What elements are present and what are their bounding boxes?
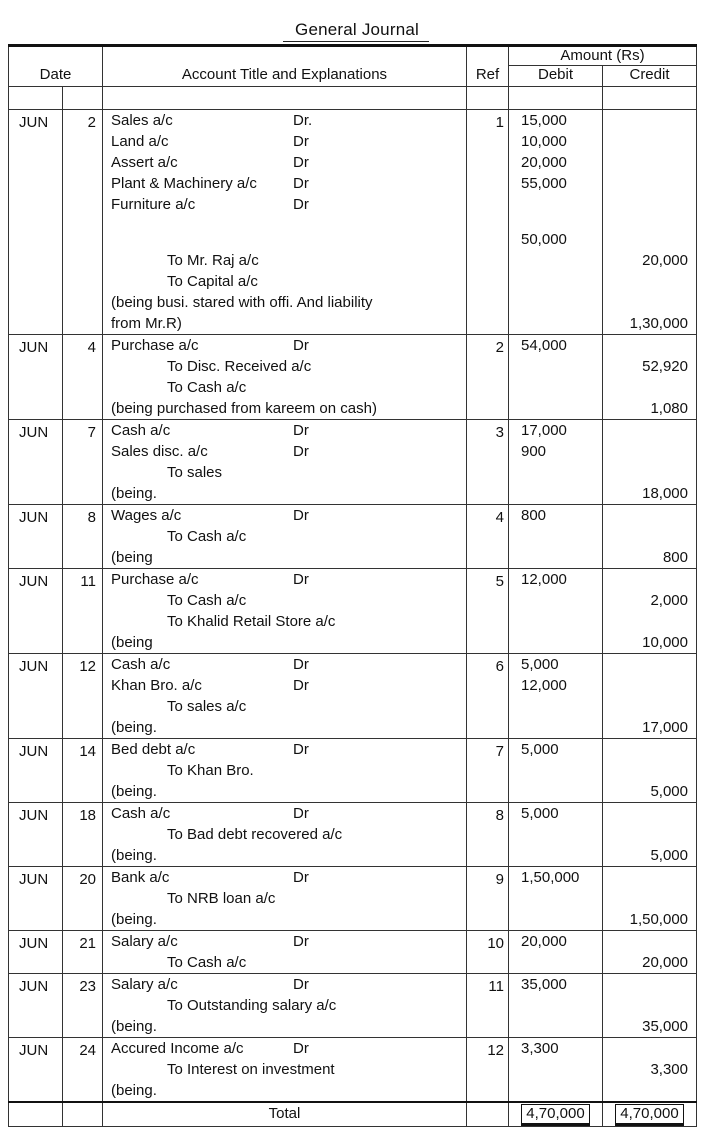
credit-amount: 35,000 xyxy=(642,1018,688,1035)
credit-amount xyxy=(603,526,696,547)
journal-entry xyxy=(9,1038,697,1103)
debit-amount: 5,000 xyxy=(521,741,559,758)
entry-debit xyxy=(509,569,603,654)
debit-account: Salary a/c xyxy=(111,933,178,950)
entry-debit xyxy=(509,931,603,974)
entry-debit xyxy=(509,867,603,931)
narration-text: (being. xyxy=(111,783,157,800)
entry-ref: 5 xyxy=(467,569,509,654)
debit-amount xyxy=(509,194,602,215)
debit-account: Wages a/c xyxy=(111,507,182,524)
header-amount: Amount (Rs) xyxy=(509,46,697,66)
entry-month: JUN xyxy=(9,420,63,505)
journal-entry xyxy=(9,654,697,739)
debit-amount xyxy=(509,888,602,909)
credit-account: To Mr. Raj a/c xyxy=(167,252,259,269)
credit-amount xyxy=(603,611,696,632)
credit-amount xyxy=(603,888,696,909)
credit-account: To NRB loan a/c xyxy=(167,890,276,907)
entry-explanation xyxy=(103,803,467,867)
dr-marker: Dr. xyxy=(293,112,313,129)
credit-amount xyxy=(603,462,696,483)
entry-day: 20 xyxy=(63,867,103,931)
narration-text: (being xyxy=(111,634,153,651)
debit-amount: 1,50,000 xyxy=(521,869,580,886)
debit-account: Salary a/c xyxy=(111,976,178,993)
journal-entry xyxy=(9,803,697,867)
credit-amount: 800 xyxy=(662,549,688,566)
entry-explanation xyxy=(103,931,467,974)
debit-account: Sales disc. a/c xyxy=(111,443,208,460)
dr-marker: Dr xyxy=(293,869,309,886)
journal-entry xyxy=(9,420,697,505)
journal-entry xyxy=(9,335,697,420)
debit-amount xyxy=(509,1016,602,1037)
entry-debit xyxy=(509,654,603,739)
journal-entry xyxy=(9,931,697,974)
debit-amount: 5,000 xyxy=(521,805,559,822)
debit-amount xyxy=(509,398,602,419)
debit-account: Cash a/c xyxy=(111,422,171,439)
credit-account: To Khan Bro. xyxy=(167,762,254,779)
entry-credit xyxy=(603,505,697,569)
credit-amount xyxy=(603,760,696,781)
debit-amount: 5,000 xyxy=(521,656,559,673)
credit-amount xyxy=(603,271,696,292)
entry-ref: 11 xyxy=(467,974,509,1038)
credit-amount: 1,080 xyxy=(650,400,688,417)
debit-amount: 12,000 xyxy=(521,571,567,588)
entry-credit xyxy=(603,569,697,654)
narration-text: (being. xyxy=(111,847,157,864)
dr-marker: Dr xyxy=(293,337,309,354)
journal-body xyxy=(9,87,697,1103)
credit-account: To Khalid Retail Store a/c xyxy=(167,613,336,630)
debit-amount xyxy=(509,845,602,866)
total-label: Total xyxy=(103,1102,467,1127)
credit-account: To sales a/c xyxy=(167,698,247,715)
dr-marker: Dr xyxy=(293,1040,309,1057)
credit-amount xyxy=(603,335,696,356)
entry-explanation xyxy=(103,739,467,803)
entry-ref: 7 xyxy=(467,739,509,803)
entry-day: 24 xyxy=(63,1038,103,1103)
credit-amount: 10,000 xyxy=(642,634,688,651)
narration-text: (being xyxy=(111,549,153,566)
entry-explanation xyxy=(103,654,467,739)
narration-text: (being. xyxy=(111,1082,157,1099)
entry-credit xyxy=(603,974,697,1038)
dr-marker: Dr xyxy=(293,677,309,694)
entry-day: 18 xyxy=(63,803,103,867)
entry-explanation xyxy=(103,867,467,931)
debit-amount xyxy=(509,547,602,568)
dr-marker: Dr xyxy=(293,741,309,758)
debit-account: Accured Income a/c xyxy=(111,1040,244,1057)
credit-amount xyxy=(603,696,696,717)
entry-month: JUN xyxy=(9,974,63,1038)
journal-entry xyxy=(9,739,697,803)
debit-account: Khan Bro. a/c xyxy=(111,677,202,694)
debit-amount: 12,000 xyxy=(521,677,567,694)
debit-amount: 50,000 xyxy=(521,231,567,248)
narration-text: from Mr.R) xyxy=(111,315,182,332)
credit-amount xyxy=(603,995,696,1016)
credit-amount xyxy=(603,377,696,398)
narration-text: (being. xyxy=(111,719,157,736)
debit-amount xyxy=(509,590,602,611)
dr-marker: Dr xyxy=(293,422,309,439)
dr-marker: Dr xyxy=(293,507,309,524)
credit-amount xyxy=(603,654,696,675)
debit-amount: 17,000 xyxy=(521,422,567,439)
debit-amount xyxy=(509,909,602,930)
debit-amount xyxy=(509,1080,602,1101)
entry-debit xyxy=(509,335,603,420)
credit-amount xyxy=(603,867,696,888)
journal-title: General Journal xyxy=(295,20,419,39)
journal-entry xyxy=(9,569,697,654)
credit-amount xyxy=(603,931,696,952)
credit-amount xyxy=(603,194,696,215)
debit-amount xyxy=(509,462,602,483)
entry-ref: 12 xyxy=(467,1038,509,1103)
entry-month: JUN xyxy=(9,654,63,739)
dr-marker: Dr xyxy=(293,154,309,171)
debit-amount xyxy=(509,526,602,547)
entry-day: 4 xyxy=(63,335,103,420)
spacer-row xyxy=(9,87,697,110)
credit-account: To Cash a/c xyxy=(167,954,247,971)
journal-entry xyxy=(9,110,697,335)
credit-account: To Disc. Received a/c xyxy=(167,358,312,375)
debit-account: Bed debt a/c xyxy=(111,741,196,758)
debit-amount xyxy=(509,377,602,398)
debit-amount: 20,000 xyxy=(521,933,567,950)
debit-amount xyxy=(509,632,602,653)
debit-amount: 55,000 xyxy=(521,175,567,192)
debit-amount xyxy=(509,717,602,738)
entry-month: JUN xyxy=(9,569,63,654)
entry-explanation xyxy=(103,569,467,654)
credit-account: To Cash a/c xyxy=(167,592,247,609)
header-ref: Ref xyxy=(467,46,509,87)
entry-credit xyxy=(603,1038,697,1103)
entry-credit xyxy=(603,803,697,867)
dr-marker: Dr xyxy=(293,175,309,192)
entry-debit xyxy=(509,110,603,335)
debit-amount xyxy=(509,696,602,717)
credit-account: To sales xyxy=(167,464,223,481)
debit-amount xyxy=(509,952,602,973)
credit-amount xyxy=(603,1038,696,1059)
credit-amount xyxy=(603,824,696,845)
header-date: Date xyxy=(9,46,103,87)
debit-amount: 15,000 xyxy=(521,112,567,129)
entry-day: 21 xyxy=(63,931,103,974)
credit-amount: 3,300 xyxy=(650,1061,688,1078)
entry-debit xyxy=(509,1038,603,1103)
dr-marker: Dr xyxy=(293,933,309,950)
debit-amount xyxy=(509,483,602,504)
narration-text: (being. xyxy=(111,485,157,502)
credit-amount: 1,30,000 xyxy=(629,315,688,332)
credit-amount xyxy=(603,420,696,441)
entry-month: JUN xyxy=(9,739,63,803)
narration-text: (being. xyxy=(111,1018,157,1035)
entry-credit xyxy=(603,931,697,974)
debit-account: Plant & Machinery a/c xyxy=(111,175,257,192)
entry-explanation xyxy=(103,974,467,1038)
entry-explanation xyxy=(103,335,467,420)
debit-amount xyxy=(509,250,602,271)
entry-month: JUN xyxy=(9,505,63,569)
entry-debit xyxy=(509,739,603,803)
entry-day: 14 xyxy=(63,739,103,803)
dr-marker: Dr xyxy=(293,805,309,822)
credit-amount xyxy=(603,569,696,590)
credit-amount xyxy=(603,173,696,194)
credit-amount xyxy=(603,292,696,313)
narration-text: (being. xyxy=(111,911,157,928)
credit-amount: 18,000 xyxy=(642,485,688,502)
entry-explanation xyxy=(103,110,467,335)
credit-amount xyxy=(603,505,696,526)
entry-ref: 3 xyxy=(467,420,509,505)
credit-account: To Cash a/c xyxy=(167,528,247,545)
credit-amount xyxy=(603,441,696,462)
debit-account: Purchase a/c xyxy=(111,571,199,588)
entry-month: JUN xyxy=(9,803,63,867)
debit-amount xyxy=(509,292,602,313)
debit-account: Land a/c xyxy=(111,133,169,150)
entry-ref: 6 xyxy=(467,654,509,739)
debit-amount xyxy=(509,760,602,781)
credit-amount: 20,000 xyxy=(642,252,688,269)
entry-credit xyxy=(603,110,697,335)
total-credit: 4,70,000 xyxy=(615,1104,683,1126)
dr-marker: Dr xyxy=(293,133,309,150)
debit-amount: 10,000 xyxy=(521,133,567,150)
debit-account: Cash a/c xyxy=(111,805,171,822)
credit-amount xyxy=(603,739,696,760)
credit-amount: 17,000 xyxy=(642,719,688,736)
debit-amount xyxy=(509,781,602,802)
credit-amount xyxy=(603,152,696,173)
dr-marker: Dr xyxy=(293,571,309,588)
dr-marker: Dr xyxy=(293,196,309,213)
entry-day: 11 xyxy=(63,569,103,654)
total-debit: 4,70,000 xyxy=(521,1104,589,1126)
title-underline xyxy=(283,41,429,42)
credit-amount xyxy=(603,1080,696,1101)
journal-entry xyxy=(9,505,697,569)
header-explanation: Account Title and Explanations xyxy=(103,46,467,87)
credit-amount: 5,000 xyxy=(650,783,688,800)
debit-amount: 35,000 xyxy=(521,976,567,993)
narration-text: (being busi. stared with offi. And liability xyxy=(111,294,373,311)
debit-account: Assert a/c xyxy=(111,154,178,171)
debit-amount xyxy=(509,356,602,377)
debit-account: Cash a/c xyxy=(111,656,171,673)
credit-amount: 5,000 xyxy=(650,847,688,864)
credit-amount xyxy=(603,131,696,152)
entry-month: JUN xyxy=(9,110,63,335)
debit-account: Purchase a/c xyxy=(111,337,199,354)
debit-amount xyxy=(509,1059,602,1080)
journal-entry xyxy=(9,867,697,931)
entry-credit xyxy=(603,654,697,739)
debit-amount xyxy=(509,271,602,292)
debit-amount: 20,000 xyxy=(521,154,567,171)
credit-amount: 20,000 xyxy=(642,954,688,971)
entry-debit xyxy=(509,420,603,505)
journal-table xyxy=(8,44,697,1127)
credit-amount xyxy=(603,974,696,995)
entry-ref: 1 xyxy=(467,110,509,335)
debit-amount xyxy=(509,313,602,334)
credit-amount: 1,50,000 xyxy=(629,911,688,928)
debit-amount xyxy=(509,611,602,632)
entry-ref: 8 xyxy=(467,803,509,867)
credit-amount xyxy=(603,110,696,131)
total-row xyxy=(9,1102,697,1127)
entry-credit xyxy=(603,420,697,505)
entry-debit xyxy=(509,505,603,569)
credit-account: To Outstanding salary a/c xyxy=(167,997,337,1014)
entry-month: JUN xyxy=(9,1038,63,1103)
credit-account: To Cash a/c xyxy=(167,379,247,396)
debit-amount: 3,300 xyxy=(521,1040,559,1057)
credit-amount xyxy=(603,803,696,824)
narration-text: (being purchased from kareem on cash) xyxy=(111,400,377,417)
credit-amount: 52,920 xyxy=(642,358,688,375)
entry-ref: 9 xyxy=(467,867,509,931)
entry-credit xyxy=(603,739,697,803)
entry-credit xyxy=(603,867,697,931)
entry-month: JUN xyxy=(9,931,63,974)
entry-debit xyxy=(509,803,603,867)
debit-amount xyxy=(509,824,602,845)
entry-day: 2 xyxy=(63,110,103,335)
entry-credit xyxy=(603,335,697,420)
credit-account: To Bad debt recovered a/c xyxy=(167,826,343,843)
header-debit: Debit xyxy=(509,66,603,87)
entry-day: 23 xyxy=(63,974,103,1038)
journal-entry xyxy=(9,974,697,1038)
entry-ref: 2 xyxy=(467,335,509,420)
dr-marker: Dr xyxy=(293,656,309,673)
entry-explanation xyxy=(103,505,467,569)
entry-explanation xyxy=(103,420,467,505)
credit-amount xyxy=(603,675,696,696)
entry-day: 12 xyxy=(63,654,103,739)
debit-amount: 900 xyxy=(521,443,547,460)
credit-amount: 2,000 xyxy=(650,592,688,609)
credit-account: To Capital a/c xyxy=(167,273,258,290)
debit-amount: 800 xyxy=(521,507,547,524)
credit-account: To Interest on investment xyxy=(167,1061,335,1078)
header-credit: Credit xyxy=(603,66,697,87)
entry-month: JUN xyxy=(9,867,63,931)
entry-ref: 4 xyxy=(467,505,509,569)
credit-amount xyxy=(603,229,696,250)
dr-marker: Dr xyxy=(293,976,309,993)
entry-day: 7 xyxy=(63,420,103,505)
debit-account: Sales a/c xyxy=(111,112,173,129)
entry-month: JUN xyxy=(9,335,63,420)
dr-marker: Dr xyxy=(293,443,309,460)
entry-day: 8 xyxy=(63,505,103,569)
entry-debit xyxy=(509,974,603,1038)
entry-explanation xyxy=(103,1038,467,1103)
debit-account: Furniture a/c xyxy=(111,196,196,213)
debit-amount: 54,000 xyxy=(521,337,567,354)
debit-amount xyxy=(509,995,602,1016)
entry-ref: 10 xyxy=(467,931,509,974)
debit-account: Bank a/c xyxy=(111,869,170,886)
